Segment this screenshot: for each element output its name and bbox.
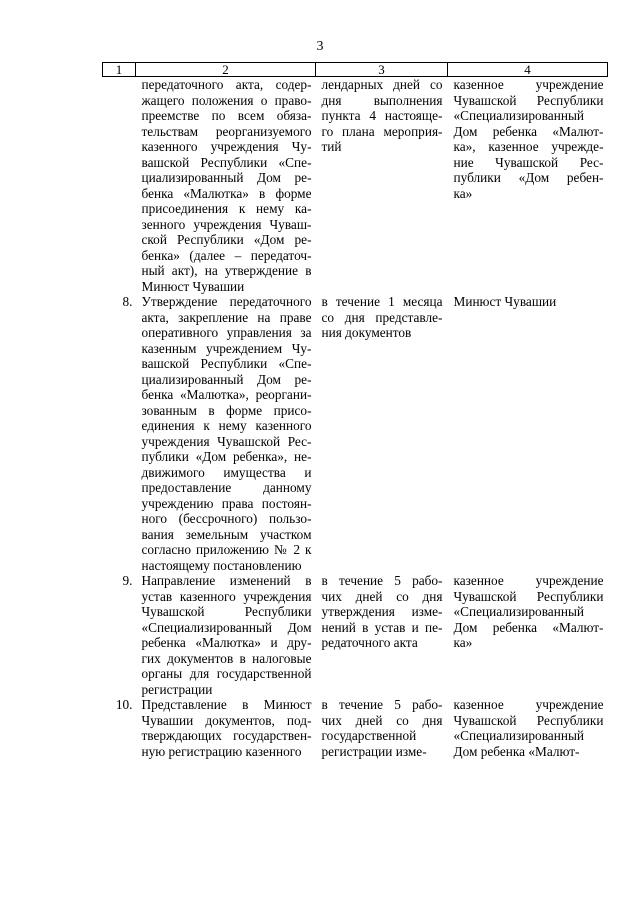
action-cell-line: оперативного управления за xyxy=(141,325,312,340)
action-cell-line: Минюст Чувашии xyxy=(141,278,245,294)
term-cell xyxy=(316,294,448,573)
action-cell xyxy=(136,697,316,759)
action-cell-line: жащего положения о право- xyxy=(141,92,312,108)
responsible-cell-line: казенное учреждение xyxy=(453,697,604,712)
action-cell-line: циализированный Дом ре- xyxy=(141,170,312,185)
action-cell-line: ребенка «Малютка» и дру- xyxy=(141,635,312,650)
action-cell-line: вашской Республики «Спе- xyxy=(141,356,312,371)
action-cell-line: передаточного акта, содер- xyxy=(141,77,312,92)
responsible-cell-line: «Специализированный xyxy=(453,108,584,123)
action-cell-line: Представление в Минюст xyxy=(141,697,312,712)
column-header-2: 2 xyxy=(136,63,316,77)
responsible-cell-line: «Специализированный xyxy=(453,604,584,619)
action-cell-line: «Специализированный Дом xyxy=(141,619,312,635)
responsible-cell-line: Дом ребенка «Малют- xyxy=(453,123,604,139)
action-cell-line: устав казенного учреждения xyxy=(141,588,312,604)
action-cell-line: тельствам реорганизуемого xyxy=(141,123,312,139)
responsible-cell xyxy=(448,697,608,759)
responsible-cell-line: ка» xyxy=(453,635,473,650)
term-cell-line: в течение 5 рабо- xyxy=(321,573,443,588)
row-number: 10. xyxy=(115,697,133,712)
responsible-cell xyxy=(448,294,608,573)
action-cell-line: казенным учреждением Чу- xyxy=(141,340,312,356)
responsible-cell-line: ние Чувашской Рес- xyxy=(453,154,604,170)
action-cell-line: ный акт), на утверждение в xyxy=(141,263,312,278)
action-cell-line: предоставление данному xyxy=(141,480,312,495)
responsible-cell xyxy=(448,77,608,295)
term-cell-line: пункта 4 настояще- xyxy=(321,108,443,123)
column-header-4: 4 xyxy=(448,63,608,77)
term-cell-line: со дня представле- xyxy=(321,309,443,325)
table-row xyxy=(103,697,608,759)
action-cell-line: бенка «Малютка» в форме xyxy=(141,185,312,201)
responsible-cell-line: Дом ребенка «Малют- xyxy=(453,743,580,759)
row-number: 8. xyxy=(122,294,133,309)
action-cell-line: бенка «Малютка», реоргани- xyxy=(141,387,312,402)
term-cell-line: тий xyxy=(321,139,342,154)
table-header-row xyxy=(103,63,608,77)
term-cell-line: ния документов xyxy=(321,325,412,340)
action-cell xyxy=(136,77,316,295)
responsible-cell-line: Чувашской Республики xyxy=(453,92,604,108)
term-cell xyxy=(316,697,448,759)
responsible-cell-line: «Специализированный xyxy=(453,728,584,743)
action-plan-table xyxy=(102,62,608,759)
table-row xyxy=(103,573,608,697)
action-cell-line: зенного учреждения Чуваш- xyxy=(141,216,312,232)
action-cell-line: присоединения к нему ка- xyxy=(141,201,312,216)
action-cell-line: ную регистрацию казенного xyxy=(141,743,302,759)
action-cell-line: бенка» (далее – передаточ- xyxy=(141,247,312,263)
term-cell-line: дня выполнения xyxy=(321,92,443,108)
action-cell-line: тверждающих государствен- xyxy=(141,728,312,743)
action-cell-line: настоящему постановлению xyxy=(141,557,302,573)
term-cell-line: государственной xyxy=(321,728,417,743)
action-cell-line: циализированный Дом ре- xyxy=(141,371,312,387)
term-cell-line: в течение 1 месяца xyxy=(321,294,443,309)
term-cell-line: го плана мероприя- xyxy=(321,123,443,139)
action-cell-line: органы для государственной xyxy=(141,666,312,681)
term-cell-line: чих дней со дня xyxy=(321,588,443,604)
action-cell-line: движимого имущества и xyxy=(141,464,312,480)
action-cell xyxy=(136,573,316,697)
responsible-cell-line: казенное учреждение xyxy=(453,77,604,92)
action-cell-line: казенного учреждения Чу- xyxy=(141,139,312,154)
action-cell-line: регистрации xyxy=(141,681,213,697)
responsible-cell-line: Чувашской Республики xyxy=(453,588,604,604)
responsible-cell-line: казенное учреждение xyxy=(453,573,604,588)
term-cell xyxy=(316,573,448,697)
action-cell-line: ской Республики «Дом ре- xyxy=(141,232,312,247)
term-cell-line: чих дней со дня xyxy=(321,712,443,728)
column-header-1: 1 xyxy=(103,63,136,77)
action-cell-line: учреждения Чувашской Рес- xyxy=(141,433,312,449)
action-cell-line: зованным в форме присо- xyxy=(141,402,312,418)
responsible-cell-line: Минюст Чувашии xyxy=(453,294,557,309)
action-cell-line: единения к нему казенного xyxy=(141,418,312,433)
action-cell-line: публики «Дом ребенка», не- xyxy=(141,449,312,464)
action-cell-line: Чувашии документов, под- xyxy=(141,712,312,728)
term-cell-line: в течение 5 рабо- xyxy=(321,697,443,712)
table-row xyxy=(103,77,608,295)
action-cell-line: Утверждение передаточного xyxy=(141,294,312,309)
action-cell-line: Направление изменений в xyxy=(141,573,312,588)
term-cell-line: редаточного акта xyxy=(321,635,418,650)
row-number xyxy=(103,77,136,295)
action-cell-line: согласно приложению № 2 к xyxy=(141,542,312,557)
action-cell-line: учреждению права постоян- xyxy=(141,495,312,511)
responsible-cell-line: ка», казенное учрежде- xyxy=(453,139,604,154)
action-cell-line: преемстве по всем обяза- xyxy=(141,108,312,123)
table-row xyxy=(103,294,608,573)
responsible-cell-line: Чувашской Республики xyxy=(453,712,604,728)
action-cell xyxy=(136,294,316,573)
term-cell xyxy=(316,77,448,295)
action-cell-line: Чувашской Республики xyxy=(141,604,312,619)
responsible-cell-line: публики «Дом ребен- xyxy=(453,170,604,185)
term-cell-line: лендарных дней со xyxy=(321,77,443,92)
responsible-cell-line: ка» xyxy=(453,185,473,201)
action-cell-line: вашской Республики «Спе- xyxy=(141,154,312,170)
term-cell-line: регистрации изме- xyxy=(321,743,427,759)
table-body xyxy=(103,77,608,760)
responsible-cell xyxy=(448,573,608,697)
column-header-3: 3 xyxy=(316,63,448,77)
term-cell-line: утверждения изме- xyxy=(321,604,443,619)
page-number: 3 xyxy=(316,39,324,54)
term-cell-line: нений в устав и пе- xyxy=(321,619,443,635)
action-cell-line: гих документов в налоговые xyxy=(141,650,312,666)
action-cell-line: ного (бессрочного) пользо- xyxy=(141,511,312,526)
responsible-cell-line: Дом ребенка «Малют- xyxy=(453,619,604,635)
action-cell-line: акта, закрепление на праве xyxy=(141,309,312,325)
row-number: 9. xyxy=(122,573,133,588)
action-cell-line: вания земельным участком xyxy=(141,526,312,542)
